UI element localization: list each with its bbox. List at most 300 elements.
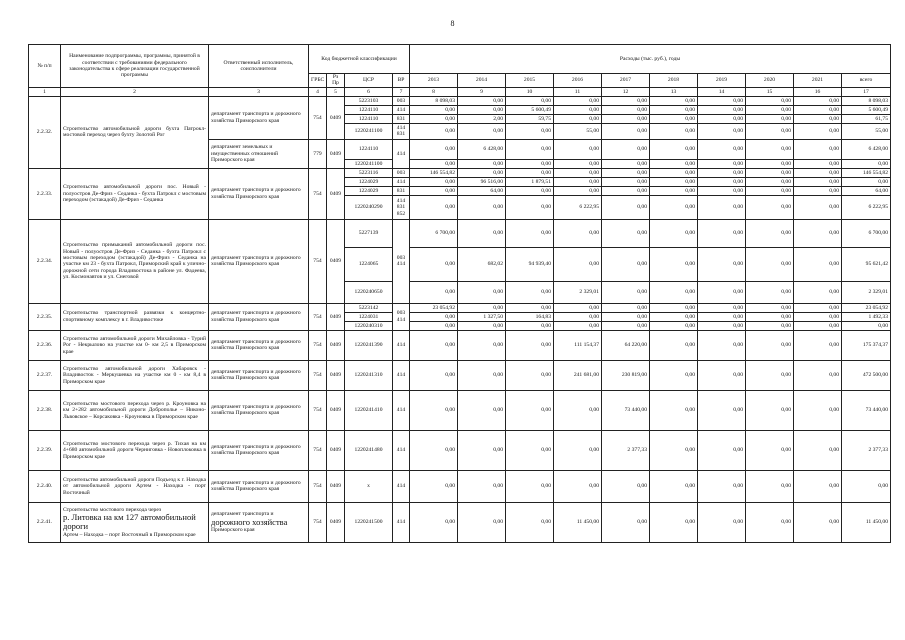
value-cell: 0,00	[650, 360, 698, 390]
value-cell: 8 098,03	[410, 96, 458, 105]
value-cell: 0,00	[746, 114, 794, 123]
column-number: 2	[61, 87, 209, 96]
value-cell: 0,00	[650, 281, 698, 303]
vr-cell: 003 414	[393, 303, 410, 330]
value-cell: 0,00	[794, 105, 842, 114]
header-year: 2016	[554, 74, 602, 88]
value-cell: 0,00	[602, 219, 650, 247]
header-year: 2014	[458, 74, 506, 88]
header-year: 2021	[794, 74, 842, 88]
value-cell: 0,00	[602, 321, 650, 330]
value-cell: 230 819,00	[602, 360, 650, 390]
total-cell: 472 500,00	[842, 360, 891, 390]
vr-cell: 414	[393, 330, 410, 360]
grbs-cell: 754	[309, 168, 327, 219]
grbs-cell: 754	[309, 303, 327, 330]
table-row	[29, 360, 891, 390]
row-name: Строительство автомобильной дороги бухта Патрокл-мостовой переход через бухту Золотой Рог	[61, 96, 209, 168]
total-cell: 5 600,49	[842, 105, 891, 114]
value-cell: 0,00	[650, 159, 698, 168]
value-cell: 0,00	[794, 123, 842, 139]
row-name: Строительство автомобильной дороги пос. Новый - полуостров Де-Фриз - Седанка - бухта Патрокл с мостовым переходом (эстакадой) Де-Фриз - Седанка	[61, 168, 209, 219]
value-cell: 0,00	[794, 114, 842, 123]
vr-cell: 414	[393, 105, 410, 114]
value-cell: 0,00	[506, 195, 554, 219]
csr-cell: 5223142	[345, 303, 393, 312]
total-cell: 61,75	[842, 114, 891, 123]
column-number: 13	[650, 87, 698, 96]
value-cell: 6 700,00	[410, 219, 458, 247]
table-row	[29, 390, 891, 430]
value-cell: 6 428,00	[458, 139, 506, 159]
row-executor: департамент транспорта и дорожного хозяйства Приморского края	[209, 219, 309, 303]
rzpr-cell: 0409	[327, 430, 345, 470]
total-cell: 175 374,37	[842, 330, 891, 360]
header-expenses: Расходы (тыс. руб.), годы	[410, 45, 891, 74]
column-number: 1	[29, 87, 61, 96]
row-name-line: р. Литовка на км 127 автомобильной дороги	[63, 512, 196, 532]
vr-cell: 414	[393, 430, 410, 470]
total-cell: 73 440,00	[842, 390, 891, 430]
value-cell: 0,00	[602, 123, 650, 139]
value-cell: 0,00	[698, 186, 746, 195]
total-cell: 95 621,42	[842, 247, 891, 281]
value-cell: 0,00	[650, 96, 698, 105]
row-number: 2.2.39.	[29, 430, 61, 470]
column-number: 11	[554, 87, 602, 96]
value-cell: 59,75	[506, 114, 554, 123]
total-cell: 0,00	[842, 159, 891, 168]
value-cell: 0,00	[458, 195, 506, 219]
value-cell: 0,00	[746, 186, 794, 195]
csr-cell: x	[345, 470, 393, 502]
value-cell: 94 939,40	[506, 247, 554, 281]
value-cell: 0,00	[794, 168, 842, 177]
header-csr: ЦСР	[345, 74, 393, 88]
total-cell: 6 428,00	[842, 139, 891, 159]
value-cell: 0,00	[698, 360, 746, 390]
value-cell: 0,00	[650, 105, 698, 114]
vr-cell: 414	[393, 177, 410, 186]
value-cell: 0,00	[506, 330, 554, 360]
value-cell: 0,00	[650, 321, 698, 330]
column-number: 15	[746, 87, 794, 96]
total-cell: 6 222,95	[842, 195, 891, 219]
value-cell: 0,00	[698, 330, 746, 360]
value-cell: 0,00	[410, 247, 458, 281]
value-cell: 2 377,33	[602, 430, 650, 470]
value-cell: 0,00	[794, 360, 842, 390]
column-number: 6	[345, 87, 393, 96]
total-cell: 2 329,01	[842, 281, 891, 303]
value-cell: 0,00	[602, 195, 650, 219]
grbs-cell: 754	[309, 430, 327, 470]
header-name: Наименование подпрограммы, программы, принятой в соответствии с требованиями федерального законодательства к сфере реализации государственной программы	[61, 45, 209, 88]
header-year: 2015	[506, 74, 554, 88]
row-name-line: Строительство мостового перехода через	[63, 506, 162, 513]
value-cell: 0,00	[698, 312, 746, 321]
value-cell: 96 516,00	[458, 177, 506, 186]
value-cell: 0,00	[602, 247, 650, 281]
value-cell: 0,00	[410, 195, 458, 219]
total-cell: 11 450,00	[842, 502, 891, 542]
value-cell: 23 054,92	[410, 303, 458, 312]
value-cell: 0,00	[746, 195, 794, 219]
value-cell: 0,00	[746, 321, 794, 330]
value-cell: 0,00	[746, 502, 794, 542]
value-cell: 0,00	[746, 281, 794, 303]
row-name	[61, 502, 209, 542]
value-cell: 0,00	[746, 303, 794, 312]
row-name: Строительство транспортной развязки к концертно-спортивному комплексу в г. Владивостоке	[61, 303, 209, 330]
row-executor: департамент транспорта и дорожного хозяйства Приморского края	[209, 430, 309, 470]
total-cell: 64,00	[842, 186, 891, 195]
total-cell: 8 098,03	[842, 96, 891, 105]
csr-cell: 1220241100	[345, 159, 393, 168]
value-cell: 0,00	[458, 159, 506, 168]
csr-cell: 5227139	[345, 219, 393, 247]
value-cell: 0,00	[698, 168, 746, 177]
total-cell: 6 700,00	[842, 219, 891, 247]
value-cell: 0,00	[698, 105, 746, 114]
vr-cell: 003	[393, 96, 410, 105]
value-cell: 0,00	[458, 390, 506, 430]
value-cell: 0,00	[746, 470, 794, 502]
table-row	[29, 303, 891, 312]
value-cell: 0,00	[602, 502, 650, 542]
header-grbs: ГРБС	[309, 74, 327, 88]
value-cell: 0,00	[794, 186, 842, 195]
value-cell: 0,00	[602, 105, 650, 114]
grbs-cell: 754	[309, 390, 327, 430]
value-cell: 0,00	[458, 96, 506, 105]
value-cell: 0,00	[554, 139, 602, 159]
value-cell: 0,00	[794, 430, 842, 470]
value-cell: 0,00	[698, 470, 746, 502]
value-cell: 0,00	[602, 281, 650, 303]
row-number: 2.2.32.	[29, 96, 61, 168]
row-name: Строительство мостового перехода через р. Тихая на км 4+680 автомобильной дороги Черниговка - Новоплоковка в Приморском крае	[61, 430, 209, 470]
rzpr-cell: 0409	[327, 219, 345, 303]
header-year: 2019	[698, 74, 746, 88]
value-cell: 0,00	[698, 219, 746, 247]
value-cell: 0,00	[506, 139, 554, 159]
value-cell: 0,00	[554, 470, 602, 502]
value-cell: 0,00	[794, 159, 842, 168]
csr-cell: 5223116	[345, 168, 393, 177]
value-cell: 0,00	[410, 360, 458, 390]
value-cell: 2,00	[458, 114, 506, 123]
row-executor: департамент транспорта и дорожного хозяйства Приморского края	[209, 470, 309, 502]
value-cell: 0,00	[698, 139, 746, 159]
header-budget-code: Код бюджетной классификации	[309, 45, 410, 74]
column-number: 5	[327, 87, 345, 96]
value-cell: 0,00	[698, 390, 746, 430]
column-number: 12	[602, 87, 650, 96]
value-cell: 0,00	[746, 390, 794, 430]
value-cell: 0,00	[554, 390, 602, 430]
value-cell: 0,00	[602, 312, 650, 321]
value-cell: 0,00	[554, 186, 602, 195]
grbs-cell: 754	[309, 330, 327, 360]
value-cell: 2 329,01	[554, 281, 602, 303]
value-cell: 0,00	[650, 186, 698, 195]
row-name: Строительство автомобильной дороги Подъезд к г. Находка от автомобильной дороги Артем - Находка - порт Восточный	[61, 470, 209, 502]
value-cell: 0,00	[458, 281, 506, 303]
value-cell: 241 681,00	[554, 360, 602, 390]
value-cell: 0,00	[794, 390, 842, 430]
value-cell: 0,00	[506, 390, 554, 430]
value-cell: 0,00	[506, 159, 554, 168]
row-name: Строительство примыканий автомобильной дороги пос. Новый - полуостров Де-Фриз - Седанка - бухта Патрокл с мостовым переходом (эстакадой) Де-Фриз - Седанка на участке км 23 - бухта Патрокл, Приморский край к улично-дорожной сети города Владивостока в районе ул. Фадеева, ул. Космонавтов и ул. Снеговой	[61, 219, 209, 303]
value-cell: 0,00	[506, 430, 554, 470]
vr-cell: 414	[393, 502, 410, 542]
value-cell: 0,00	[746, 123, 794, 139]
total-cell: 0,00	[842, 470, 891, 502]
value-cell: 0,00	[458, 105, 506, 114]
value-cell: 0,00	[698, 123, 746, 139]
total-cell: 55,00	[842, 123, 891, 139]
value-cell: 0,00	[650, 139, 698, 159]
value-cell: 0,00	[554, 312, 602, 321]
value-cell: 0,00	[794, 470, 842, 502]
value-cell: 0,00	[554, 105, 602, 114]
row-number: 2.2.41.	[29, 502, 61, 542]
value-cell: 0,00	[602, 470, 650, 502]
value-cell: 0,00	[410, 312, 458, 321]
value-cell: 0,00	[554, 177, 602, 186]
row-executor: департамент транспорта и дорожного хозяйства Приморского края	[209, 168, 309, 219]
vr-cell: 414	[393, 360, 410, 390]
header-year: 2017	[602, 74, 650, 88]
vr-cell: 414 831 852	[393, 195, 410, 219]
value-cell: 0,00	[458, 430, 506, 470]
row-name: Строительство мостового перехода через р. Кроуновка на км 2+282 автомобильной дороги Доброполье – Никоно-Львовское – Корсаковка - Кроуновка в Приморском крае	[61, 390, 209, 430]
table-row	[29, 470, 891, 502]
total-cell: 1 492,33	[842, 312, 891, 321]
rzpr-cell: 0409	[327, 96, 345, 139]
row-executor: департамент транспорта и дорожного хозяйства Приморского края	[209, 96, 309, 139]
csr-cell: 1224110	[345, 105, 393, 114]
row-number: 2.2.36.	[29, 330, 61, 360]
vr-cell: 414 831	[393, 123, 410, 139]
row-name-line: Артем – Находка – порт Восточный в Приморском крае	[63, 531, 196, 538]
total-cell: 146 554,82	[842, 168, 891, 177]
rzpr-cell: 0409	[327, 390, 345, 430]
row-number: 2.2.40.	[29, 470, 61, 502]
rzpr-cell: 0409	[327, 139, 345, 168]
value-cell: 0,00	[506, 96, 554, 105]
value-cell: 0,00	[650, 168, 698, 177]
column-numbers-row	[29, 87, 891, 96]
value-cell: 0,00	[410, 123, 458, 139]
value-cell: 1 327,50	[458, 312, 506, 321]
value-cell: 0,00	[410, 159, 458, 168]
total-cell: 23 054,92	[842, 303, 891, 312]
grbs-cell: 754	[309, 360, 327, 390]
value-cell: 0,00	[506, 123, 554, 139]
table-row	[29, 96, 891, 105]
value-cell: 0,00	[410, 502, 458, 542]
vr-cell: 003 414	[393, 219, 410, 303]
value-cell: 0,00	[746, 330, 794, 360]
vr-cell: 831	[393, 186, 410, 195]
value-cell: 0,00	[698, 502, 746, 542]
column-number: 7	[393, 87, 410, 96]
column-number: 9	[458, 87, 506, 96]
value-cell: 164,83	[506, 312, 554, 321]
row-executor: департамент транспорта и дорожного хозяйства Приморского края	[209, 360, 309, 390]
value-cell: 0,00	[794, 247, 842, 281]
total-cell: 2 377,33	[842, 430, 891, 470]
value-cell: 0,00	[794, 96, 842, 105]
value-cell: 0,00	[746, 96, 794, 105]
value-cell: 0,00	[554, 247, 602, 281]
row-name: Строительство автомобильной дороги Хабаровск - Владивосток - Меркушевка на участке км 0 - км 8,4 в Приморском крае	[61, 360, 209, 390]
value-cell: 0,00	[602, 96, 650, 105]
value-cell: 0,00	[506, 321, 554, 330]
csr-cell: 1224029	[345, 177, 393, 186]
table-row	[29, 219, 891, 247]
value-cell: 64 220,00	[602, 330, 650, 360]
value-cell: 0,00	[410, 390, 458, 430]
value-cell: 6 222,95	[554, 195, 602, 219]
value-cell: 0,00	[506, 281, 554, 303]
value-cell: 0,00	[410, 186, 458, 195]
value-cell: 0,00	[650, 177, 698, 186]
value-cell: 0,00	[602, 159, 650, 168]
value-cell: 0,00	[410, 330, 458, 360]
rzpr-cell: 0409	[327, 168, 345, 219]
value-cell: 0,00	[602, 177, 650, 186]
value-cell: 0,00	[458, 303, 506, 312]
csr-cell: 1220241310	[345, 360, 393, 390]
value-cell: 0,00	[650, 303, 698, 312]
value-cell: 0,00	[602, 303, 650, 312]
value-cell: 0,00	[698, 247, 746, 281]
csr-cell: 1220240290	[345, 195, 393, 219]
value-cell: 0,00	[506, 219, 554, 247]
value-cell: 0,00	[698, 303, 746, 312]
value-cell: 0,00	[746, 247, 794, 281]
value-cell: 0,00	[410, 177, 458, 186]
value-cell: 0,00	[410, 321, 458, 330]
csr-cell: 1220241410	[345, 390, 393, 430]
csr-cell: 1224031	[345, 312, 393, 321]
value-cell: 0,00	[698, 281, 746, 303]
value-cell: 0,00	[650, 195, 698, 219]
vr-cell: 003	[393, 168, 410, 177]
value-cell: 0,00	[554, 168, 602, 177]
row-number: 2.2.33.	[29, 168, 61, 219]
grbs-cell: 754	[309, 502, 327, 542]
total-cell: 0,00	[842, 321, 891, 330]
value-cell: 0,00	[650, 470, 698, 502]
value-cell: 0,00	[746, 360, 794, 390]
value-cell: 0,00	[794, 303, 842, 312]
rzpr-cell: 0409	[327, 502, 345, 542]
column-number: 4	[309, 87, 327, 96]
value-cell: 0,00	[554, 96, 602, 105]
page-number: 8	[450, 19, 455, 28]
column-number: 10	[506, 87, 554, 96]
value-cell: 0,00	[410, 281, 458, 303]
grbs-cell: 754	[309, 470, 327, 502]
csr-cell: 1224110	[345, 139, 393, 159]
value-cell: 0,00	[794, 502, 842, 542]
rzpr-cell: 0409	[327, 330, 345, 360]
value-cell: 0,00	[794, 330, 842, 360]
value-cell: 0,00	[746, 168, 794, 177]
rzpr-cell: 0409	[327, 303, 345, 330]
column-number: 17	[842, 87, 891, 96]
grbs-cell: 779	[309, 139, 327, 168]
value-cell: 0,00	[746, 177, 794, 186]
value-cell: 0,00	[410, 139, 458, 159]
total-cell: 0,00	[842, 177, 891, 186]
row-executor: департамент транспорта и дорожного хозяйства Приморского края	[209, 303, 309, 330]
row-number: 2.2.38.	[29, 390, 61, 430]
value-cell: 0,00	[698, 114, 746, 123]
vr-cell: 414	[393, 470, 410, 502]
value-cell: 0,00	[458, 168, 506, 177]
value-cell: 0,00	[410, 114, 458, 123]
row-executor: департамент транспорта и дорожного хозяйства Приморского края	[209, 330, 309, 360]
value-cell: 0,00	[794, 195, 842, 219]
value-cell: 0,00	[506, 470, 554, 502]
value-cell: 0,00	[554, 303, 602, 312]
value-cell: 0,00	[746, 312, 794, 321]
value-cell: 0,00	[650, 247, 698, 281]
table-row	[29, 430, 891, 470]
value-cell: 0,00	[554, 159, 602, 168]
value-cell: 0,00	[650, 430, 698, 470]
budget-table	[28, 44, 891, 543]
value-cell: 0,00	[746, 105, 794, 114]
vr-cell: 831	[393, 114, 410, 123]
column-number: 16	[794, 87, 842, 96]
value-cell: 0,00	[698, 321, 746, 330]
value-cell: 0,00	[506, 168, 554, 177]
csr-cell: 1220241480	[345, 430, 393, 470]
value-cell: 0,00	[698, 159, 746, 168]
value-cell: 0,00	[794, 281, 842, 303]
value-cell: 0,00	[506, 360, 554, 390]
row-executor: департамент земельных и имущественных отношений Приморского края	[209, 139, 309, 168]
value-cell: 0,00	[410, 470, 458, 502]
table-row	[29, 330, 891, 360]
row-executor	[209, 502, 309, 542]
row-executor-line: Приморского края	[211, 527, 255, 534]
value-cell: 0,00	[458, 502, 506, 542]
value-cell: 0,00	[650, 330, 698, 360]
header-year: 2013	[410, 74, 458, 88]
header-vr: ВР	[393, 74, 410, 88]
value-cell: 0,00	[458, 470, 506, 502]
value-cell: 0,00	[506, 502, 554, 542]
row-executor-line: департамент транспорта и	[211, 511, 274, 518]
value-cell: 0,00	[650, 502, 698, 542]
value-cell: 73 440,00	[602, 390, 650, 430]
csr-cell: 1220241390	[345, 330, 393, 360]
csr-cell: 1224110	[345, 114, 393, 123]
header-total: всего	[842, 74, 891, 88]
value-cell: 0,00	[650, 312, 698, 321]
row-executor-line: дорожного хозяйства	[211, 516, 288, 527]
value-cell: 0,00	[698, 195, 746, 219]
header-executor: Ответственный исполнитель, соисполнители	[209, 45, 309, 88]
value-cell: 1 879,51	[506, 177, 554, 186]
